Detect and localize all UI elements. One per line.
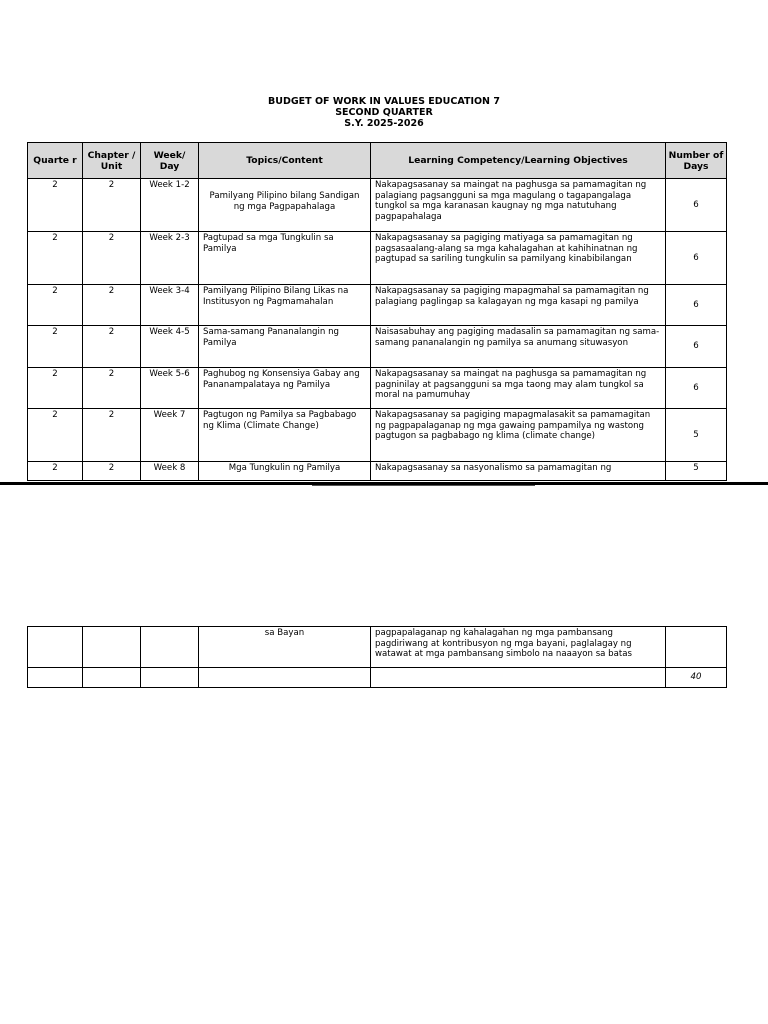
cell-chapter: 2 (83, 462, 141, 481)
cell-week: Week 2-3 (141, 232, 199, 285)
table-row (28, 409, 727, 462)
cell-chapter: 2 (83, 179, 141, 232)
table-row (28, 232, 727, 285)
cell-days: 6 (666, 285, 727, 326)
cell-topic: Pamilyang Pilipino bilang Sandigan ng mga Pagpapahalaga (199, 179, 371, 232)
table-row (28, 627, 727, 668)
header-days: Number of Days (666, 143, 727, 179)
cell-chapter (83, 668, 141, 688)
cell-competency: pagpapalaganap ng kahalagahan ng mga pambansang pagdiriwang at kontribusyon ng mga bayani, paglalagay ng watawat at mga pambansang simbolo na naaayon sa batas (371, 627, 666, 668)
cell-quarter: 2 (28, 326, 83, 368)
cell-chapter: 2 (83, 326, 141, 368)
cell-topic: Pagtugon ng Pamilya sa Pagbabago ng Klima (Climate Change) (199, 409, 371, 462)
total-days: 40 (666, 668, 727, 688)
cell-competency: Nakapagsasanay sa nasyonalismo sa pamamagitan ng (371, 462, 666, 481)
cell-competency: Nakapagsasanay sa maingat na paghusga sa pamamagitan ng pagninilay at pagsangguni sa mga taong may alam tungkol sa moral na pamumuhay (371, 368, 666, 409)
budget-of-work-table-continued (27, 626, 727, 688)
cell-quarter: 2 (28, 462, 83, 481)
cell-week (141, 668, 199, 688)
cell-quarter: 2 (28, 368, 83, 409)
header-row (28, 143, 727, 179)
budget-of-work-table (27, 142, 727, 481)
table-row (28, 285, 727, 326)
cell-days: 6 (666, 232, 727, 285)
cell-competency: Nakapagsasanay sa maingat na paghusga sa pamamagitan ng palagiang pagsangguni sa mga magulang o tagapangalaga tungkol sa mga karanasan kaugnay ng mga natutuhang pagpapahalaga (371, 179, 666, 232)
cell-competency: Naisasabuhay ang pagiging madasalin sa pamamagitan ng sama-samang pananalangin ng pamilya sa anumang situwasyon (371, 326, 666, 368)
cell-topic: Sama-samang Pananalangin ng Pamilya (199, 326, 371, 368)
table-row (28, 326, 727, 368)
cell-week: Week 5-6 (141, 368, 199, 409)
page-break-shadow (312, 485, 535, 486)
cell-week: Week 8 (141, 462, 199, 481)
cell-competency: Nakapagsasanay sa pagiging mapagmalasakit sa pamamagitan ng pagpapalaganap ng mga gawaing pampamilya ng wastong pagtugon sa pagbabago ng klima (climate change) (371, 409, 666, 462)
cell-topic: Pagtupad sa mga Tungkulin sa Pamilya (199, 232, 371, 285)
cell-week (141, 627, 199, 668)
header-topics: Topics/Content (199, 143, 371, 179)
cell-week: Week 3-4 (141, 285, 199, 326)
cell-days: 6 (666, 368, 727, 409)
cell-week: Week 7 (141, 409, 199, 462)
cell-chapter (83, 627, 141, 668)
header-competency: Learning Competency/Learning Objectives (371, 143, 666, 179)
total-row (28, 668, 727, 688)
cell-week: Week 1-2 (141, 179, 199, 232)
cell-days: 5 (666, 409, 727, 462)
cell-chapter: 2 (83, 368, 141, 409)
cell-days: 6 (666, 179, 727, 232)
cell-quarter: 2 (28, 179, 83, 232)
header-chapter: Chapter / Unit (83, 143, 141, 179)
cell-quarter (28, 627, 83, 668)
cell-topic: sa Bayan (199, 627, 371, 668)
table-row (28, 462, 727, 481)
doc-subtitle: SECOND QUARTER (335, 107, 433, 118)
doc-title: BUDGET OF WORK IN VALUES EDUCATION 7 (268, 96, 500, 107)
cell-chapter: 2 (83, 232, 141, 285)
cell-days (666, 627, 727, 668)
table-row (28, 368, 727, 409)
cell-topic (199, 668, 371, 688)
header-quarter: Quarte r (28, 143, 83, 179)
cell-competency: Nakapagsasanay sa pagiging mapagmahal sa pamamagitan ng palagiang paglingap sa kalagayan ng mga kasapi ng pamilya (371, 285, 666, 326)
cell-quarter: 2 (28, 285, 83, 326)
doc-school-year: S.Y. 2025-2026 (344, 118, 424, 129)
cell-quarter (28, 668, 83, 688)
cell-topic: Pamilyang Pilipino Bilang Likas na Institusyon ng Pagmamahalan (199, 285, 371, 326)
table-row (28, 179, 727, 232)
cell-competency: Nakapagsasanay sa pagiging matiyaga sa pamamagitan ng pagsasaalang-alang sa mga kahalagahan at kahihinatnan ng pagtupad sa sariling tungkulin sa pamilyang kinabibilangan (371, 232, 666, 285)
cell-topic: Paghubog ng Konsensiya Gabay ang Pananampalataya ng Pamilya (199, 368, 371, 409)
cell-chapter: 2 (83, 285, 141, 326)
cell-days: 5 (666, 462, 727, 481)
header-week: Week/ Day (141, 143, 199, 179)
cell-topic: Mga Tungkulin ng Pamilya (199, 462, 371, 481)
cell-chapter: 2 (83, 409, 141, 462)
cell-competency (371, 668, 666, 688)
cell-quarter: 2 (28, 232, 83, 285)
cell-week: Week 4-5 (141, 326, 199, 368)
cell-quarter: 2 (28, 409, 83, 462)
cell-days: 6 (666, 326, 727, 368)
